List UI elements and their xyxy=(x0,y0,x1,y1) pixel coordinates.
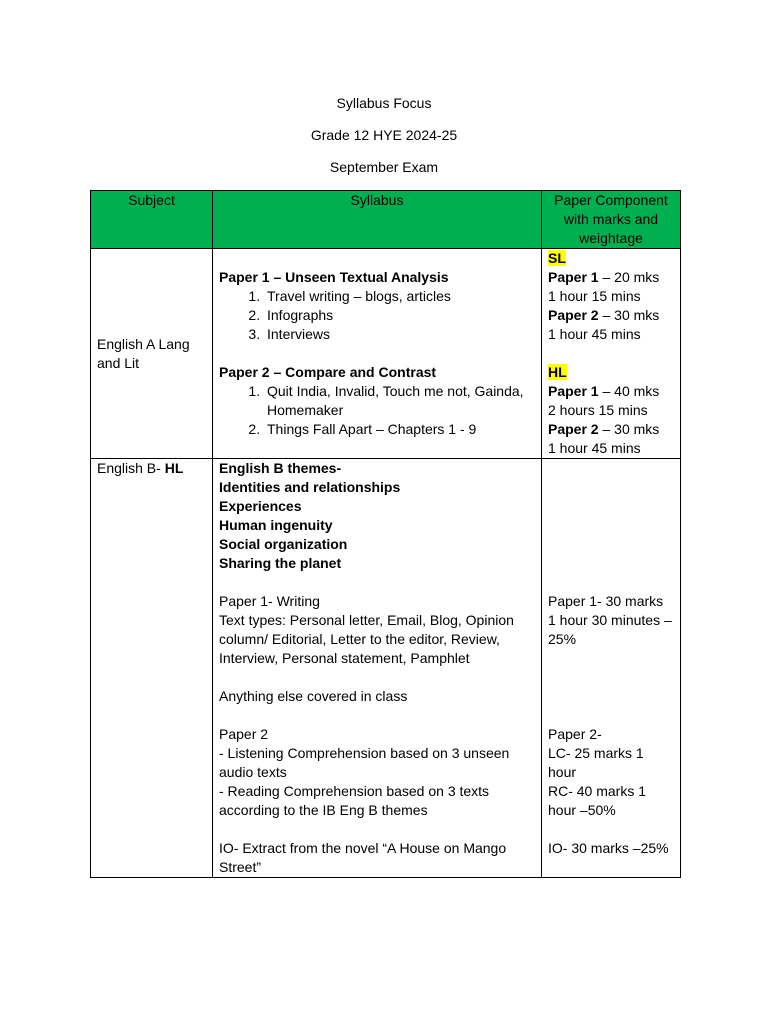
syllabus-english-b xyxy=(213,459,542,878)
hl-paper1-marks: – 40 mks xyxy=(598,383,660,399)
theme-item: Social organization xyxy=(219,536,348,552)
header-syllabus: Syllabus xyxy=(213,191,542,249)
list-item: 2. Things Fall Apart – Chapters 1 - 9 xyxy=(264,420,535,439)
components-english-a xyxy=(542,249,681,459)
list-item: 1. Travel writing – blogs, articles xyxy=(264,287,535,306)
hl-paper2-marks: – 30 mks xyxy=(598,421,660,437)
hl-paper1-label: Paper 1 xyxy=(548,383,599,399)
syllabus-table xyxy=(90,190,681,878)
sl-paper2-marks: – 30 mks xyxy=(598,307,660,323)
list-item: 2. Infographs xyxy=(264,306,535,325)
subject-prefix: English B- xyxy=(97,460,165,476)
paper1-list xyxy=(219,287,535,344)
doc-exam: September Exam xyxy=(329,159,439,175)
paper2-listening: - Listening Comprehension based on 3 unseen audio texts xyxy=(219,745,510,780)
paper2-reading: - Reading Comprehension based on 3 texts according to the IB Eng B themes xyxy=(219,783,490,818)
hl-label: HL xyxy=(548,364,567,380)
theme-item: Identities and relationships xyxy=(219,479,401,495)
doc-title: Syllabus Focus xyxy=(336,95,432,111)
hl-paper2-label: Paper 2 xyxy=(548,421,599,437)
sl-label: SL xyxy=(548,250,566,266)
paper2-label: Paper 2- xyxy=(548,726,602,742)
anything-else: Anything else covered in class xyxy=(219,688,408,704)
sl-paper1-label: Paper 1 xyxy=(548,269,599,285)
header-paper-component: Paper Component with marks and weightage xyxy=(542,191,681,249)
paper2-title: Paper 2 – Compare and Contrast xyxy=(219,364,437,380)
paper2-lc: LC- 25 marks 1 hour xyxy=(548,745,644,780)
header-subject: Subject xyxy=(91,191,213,249)
paper2-list xyxy=(219,382,535,439)
sl-paper2-time: 1 hour 45 mins xyxy=(548,326,641,342)
paper1-title: Paper 1 – Unseen Textual Analysis xyxy=(219,269,449,285)
theme-item: Experiences xyxy=(219,498,302,514)
theme-item: Human ingenuity xyxy=(219,517,333,533)
list-item: 1. Quit India, Invalid, Touch me not, Gainda, Homemaker xyxy=(264,382,535,420)
paper1-text-types: Text types: Personal letter, Email, Blog, Opinion column/ Editorial, Letter to the editor, Review, Interview, Personal statement, Pamphlet xyxy=(219,612,514,666)
sl-paper1-marks: – 20 mks xyxy=(598,269,660,285)
hl-paper2-time: 1 hour 45 mins xyxy=(548,440,641,456)
paper1-marks: Paper 1- 30 marks 1 hour 30 minutes –25% xyxy=(548,593,672,647)
io-marks: IO- 30 marks –25% xyxy=(548,840,669,856)
subject-level: HL xyxy=(164,460,184,476)
syllabus-english-a xyxy=(213,249,542,459)
paper2-rc: RC- 40 marks 1 hour –50% xyxy=(548,783,647,818)
io-text: IO- Extract from the novel “A House on Mango Street” xyxy=(219,840,507,875)
doc-grade: Grade 12 HYE 2024-25 xyxy=(310,127,458,143)
sl-paper2-label: Paper 2 xyxy=(548,307,599,323)
sl-paper1-time: 1 hour 15 mins xyxy=(548,288,641,304)
list-item: 3. Interviews xyxy=(264,325,535,344)
table-row xyxy=(91,459,681,878)
theme-item: Sharing the planet xyxy=(219,555,342,571)
components-english-b xyxy=(542,459,681,878)
themes-heading: English B themes- xyxy=(219,460,342,476)
subject-english-a: English A Lang and Lit xyxy=(91,249,213,459)
paper1-heading: Paper 1- Writing xyxy=(219,593,320,609)
table-row xyxy=(91,249,681,459)
subject-english-b xyxy=(91,459,213,878)
hl-paper1-time: 2 hours 15 mins xyxy=(548,402,648,418)
table-header-row xyxy=(91,191,681,249)
paper2-heading: Paper 2 xyxy=(219,726,269,742)
